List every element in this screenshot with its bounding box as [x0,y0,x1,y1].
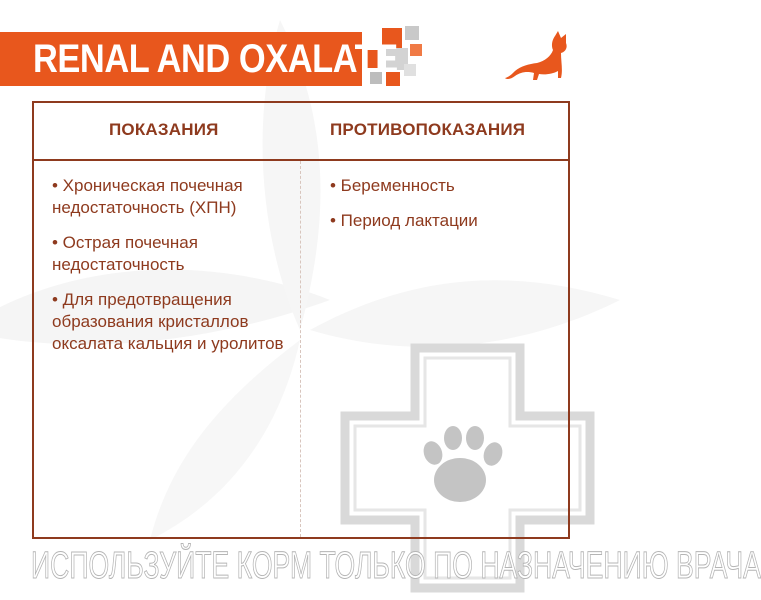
product-title: RENAL AND OXALATE [33,37,398,81]
list-item: • Беременность [330,176,455,195]
list-item: • Острая почечная недостаточность [52,233,198,274]
indications-heading: ПОКАЗАНИЯ [109,120,219,139]
column-divider [300,161,301,537]
contraindications-heading: ПРОТИВОПОКАЗАНИЯ [330,120,526,139]
list-item: • Хроническая почечная недостаточность (ХПН) [52,176,243,217]
list-item: • Для предотвращения образования кристаллов оксалата кальция и уролитов [52,290,284,353]
table-header-row [34,103,568,161]
cat-silhouette-icon [503,30,573,86]
vet-warning-text: ИСПОЛЬЗУЙТЕ КОРМ ТОЛЬКО ПО НАЗНАЧЕНИЮ ВРАЧА [31,545,761,587]
contraindications-list [330,175,550,245]
indications-list [52,175,292,368]
list-item: • Период лактации [330,211,478,230]
indications-table [32,101,570,539]
